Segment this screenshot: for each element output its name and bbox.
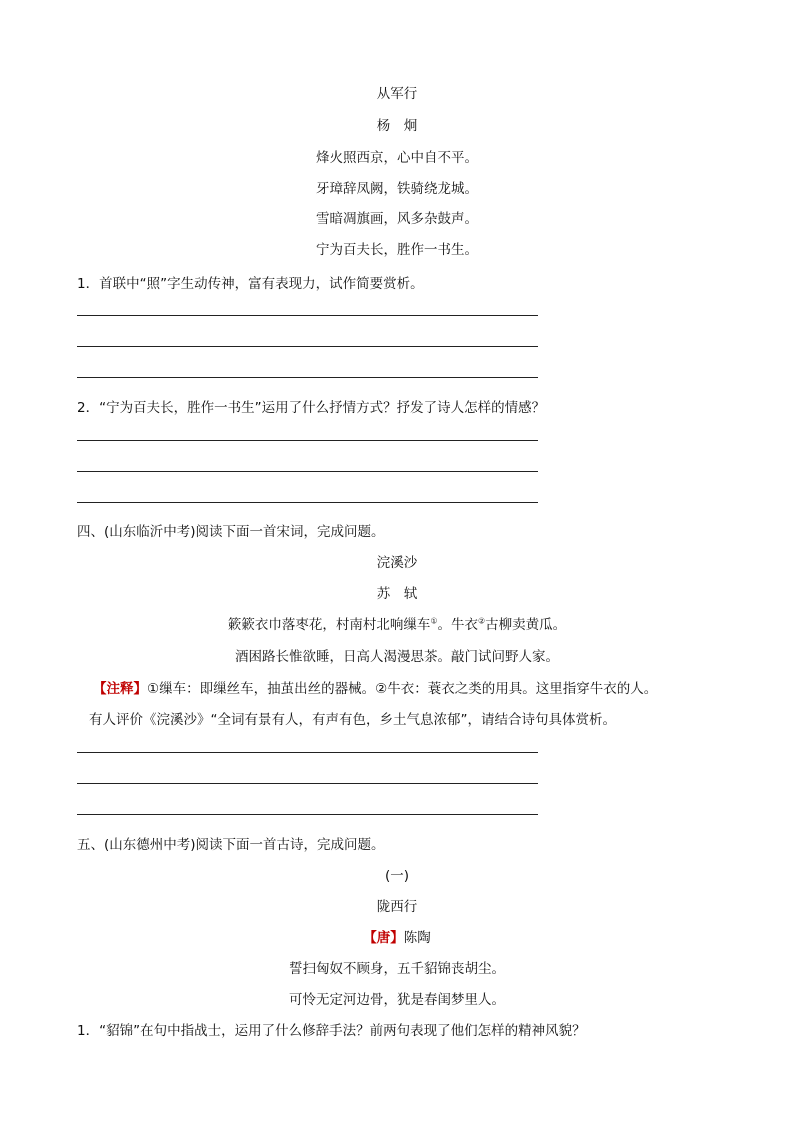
poem-author: 苏 轼: [376, 586, 418, 602]
poem-line-text: 簌簌衣巾落枣花，村南村北响缫车: [227, 617, 431, 633]
poem-author: 杨 炯: [376, 118, 418, 134]
poem-title: 浣溪沙: [376, 555, 418, 571]
poem-line: 牙璋辞凤阙，铁骑绕龙城。: [316, 181, 478, 197]
answer-line[interactable]: [77, 377, 538, 378]
section-heading: 四、(山东临沂中考)阅读下面一首宋词，完成问题。: [77, 524, 385, 540]
answer-line[interactable]: [77, 814, 538, 815]
note-text: ①缫车：即缫丝车，抽茧出丝的器械。②牛衣：蓑衣之类的用具。这里指穿牛衣的人。: [147, 681, 658, 697]
answer-line[interactable]: [77, 502, 538, 503]
poem-line: 宁为百夫长，胜作一书生。: [316, 242, 478, 258]
part-label: (一): [384, 868, 410, 884]
section-heading: 五、(山东德州中考)阅读下面一首古诗，完成问题。: [77, 837, 385, 853]
question: 2．“宁为百夫长，胜作一书生”运用了什么抒情方式？抒发了诗人怎样的情感？: [77, 400, 546, 416]
poem-line: 烽火照西京，心中自不平。: [316, 150, 478, 166]
question: 有人评价《浣溪沙》“全词有景有人，有声有色，乡土气息浓郁”，请结合诗句具体赏析。: [89, 712, 616, 728]
question: 1．“貂锦”在句中指战士，运用了什么修辞手法？前两句表现了他们怎样的精神风貌？: [77, 1023, 586, 1039]
footnote-marker: ①: [430, 616, 438, 626]
poem-line: 誓扫匈奴不顾身，五千貂锦丧胡尘。: [289, 961, 505, 977]
poem-line: [0, 613, 794, 633]
poem-line: 可怜无定河边骨，犹是春闺梦里人。: [289, 992, 505, 1008]
answer-line[interactable]: [77, 752, 538, 753]
question: 1．首联中“照”字生动传神，富有表现力，试作简要赏析。: [77, 276, 424, 292]
answer-line[interactable]: [77, 783, 538, 784]
author-name: 陈陶: [403, 930, 431, 946]
dynasty-label: 【唐】: [363, 930, 404, 946]
poem-author: [0, 926, 794, 946]
poem-line-text: 古柳卖黄瓜。: [485, 617, 567, 633]
footnote-marker: ②: [478, 616, 486, 626]
answer-line[interactable]: [77, 346, 538, 347]
answer-line[interactable]: [77, 440, 538, 441]
poem-title: 陇西行: [376, 899, 418, 915]
poem-line: 雪暗凋旗画，风多杂鼓声。: [316, 211, 478, 227]
answer-line[interactable]: [77, 471, 538, 472]
note: [93, 677, 657, 697]
poem-line-text: 。牛衣: [437, 617, 478, 633]
poem-title: 从军行: [376, 86, 418, 102]
poem-line: 酒困路长惟欲睡，日高人渴漫思茶。敲门试问野人家。: [235, 649, 559, 665]
note-label: 【注释】: [93, 681, 147, 697]
answer-line[interactable]: [77, 315, 538, 316]
